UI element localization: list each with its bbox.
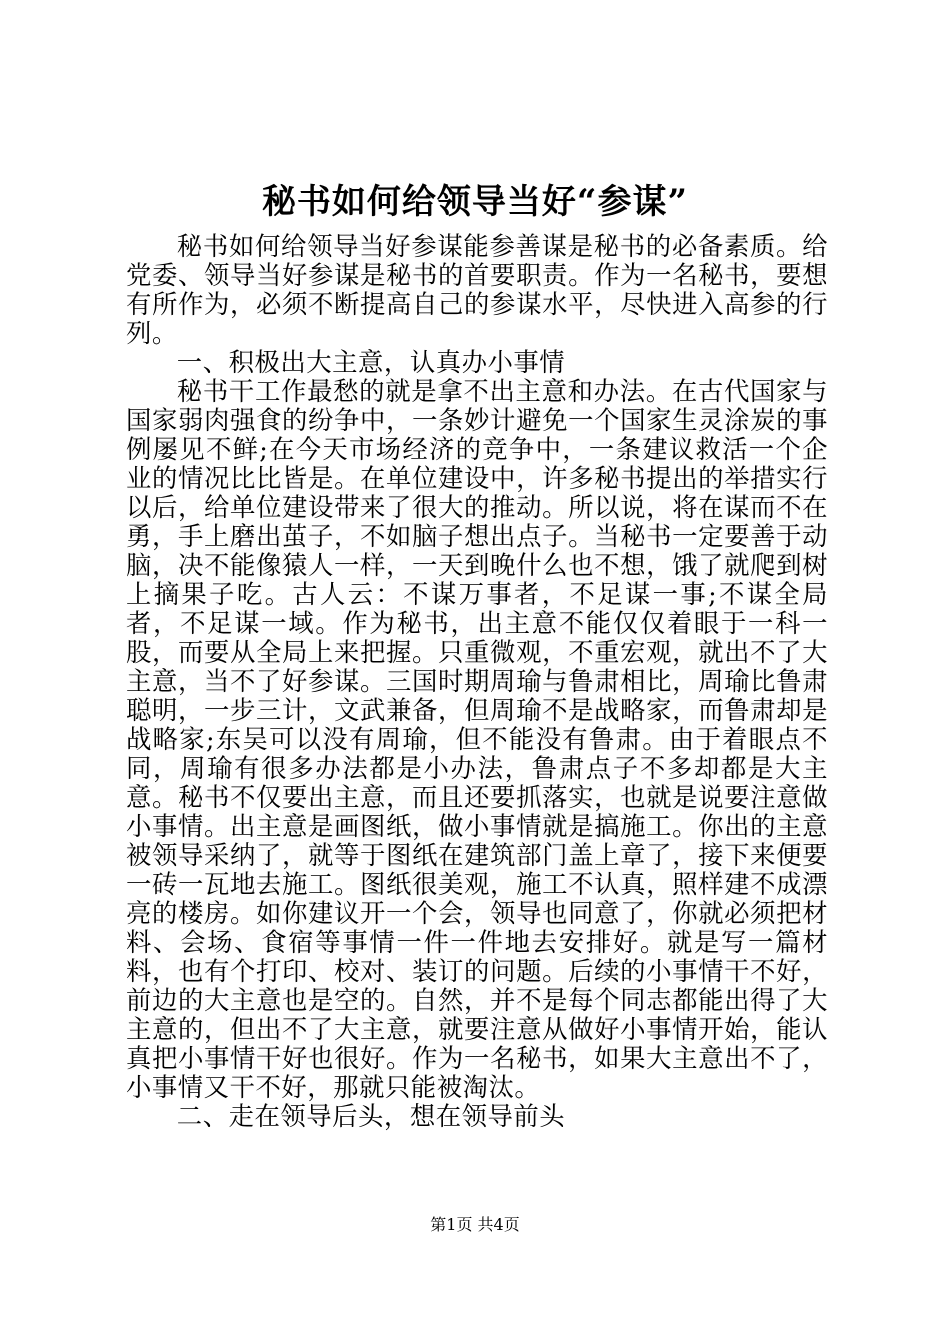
section-heading-1: 一、积极出大主意，认真办小事情 [176,347,566,377]
intro-paragraph: 秘书如何给领导当好参谋能参善谋是秘书的必备素质。给党委、领导当好参谋是秘书的首要职责。作为一名秘书，要想有所作为，必须不断提高自己的参谋水平，尽快进入高参的行列。 [126,231,828,348]
body-paragraph: 秘书干工作最愁的就是拿不出主意和办法。在古代国家与国家弱肉强食的纷争中，一条妙计避免一个国家生灵涂炭的事例屡见不鲜;在今天市场经济的竞争中，一条建议救活一个企业的情况比比皆是。在单位建设中，许多秘书提出的举措实行以后，给单位建设带来了很大的推动。所以说，将在谋而不在勇，手上磨出茧子，不如脑子想出点子。当秘书一定要善于动脑，决不能像猿人一样，一天到晚什么也不想，饿了就爬到树上摘果子吃。古人云：不谋万事者，不足谋一事;不谋全局者，不足谋一域。作为秘书，出主意不能仅仅着眼于一科一股，而要从全局上来把握。只重微观，不重宏观，就出不了大主意，当不了好参谋。三国时期周瑜与鲁肃相比，周瑜比鲁肃聪明，一步三计，文武兼备，但周瑜不是战略家，而鲁肃却是战略家;东吴可以没有周瑜，但不能没有鲁肃。由于着眼点不同，周瑜有很多办法都是小办法，鲁肃点子不多却都是大主意。秘书不仅要出主意，而且还要抓落实，也就是说要注意做小事情。出主意是画图纸，做小事情就是搞施工。你出的主意被领导采纳了，就等于图纸在建筑部门盖上章了，接下来便要一砖一瓦地去施工。图纸很美观，施工不认真，照样建不成漂亮的楼房。如你建议开一个会，领导也同意了，你就必须把材料、会场、食宿等事情一件一件地去安排好。就是写一篇材料，也有个打印、校对、装订的问题。后续的小事情干不好，前边的大主意也是空的。自然，并不是每个同志都能出得了大主意的，但出不了大主意，就要注意从做好小事情开始，能认真把小事情干好也很好。作为一名秘书，如果大主意出不了，小事情又干不好，那就只能被淘汰。 [126,376,828,1102]
document-body [126,232,828,1131]
document-title: 秘书如何给领导当好“参谋” [261,182,689,222]
section-heading-2: 二、走在领导后头，想在领导前头 [176,1101,566,1131]
page-number: 第1页 共4页 [430,1215,520,1234]
